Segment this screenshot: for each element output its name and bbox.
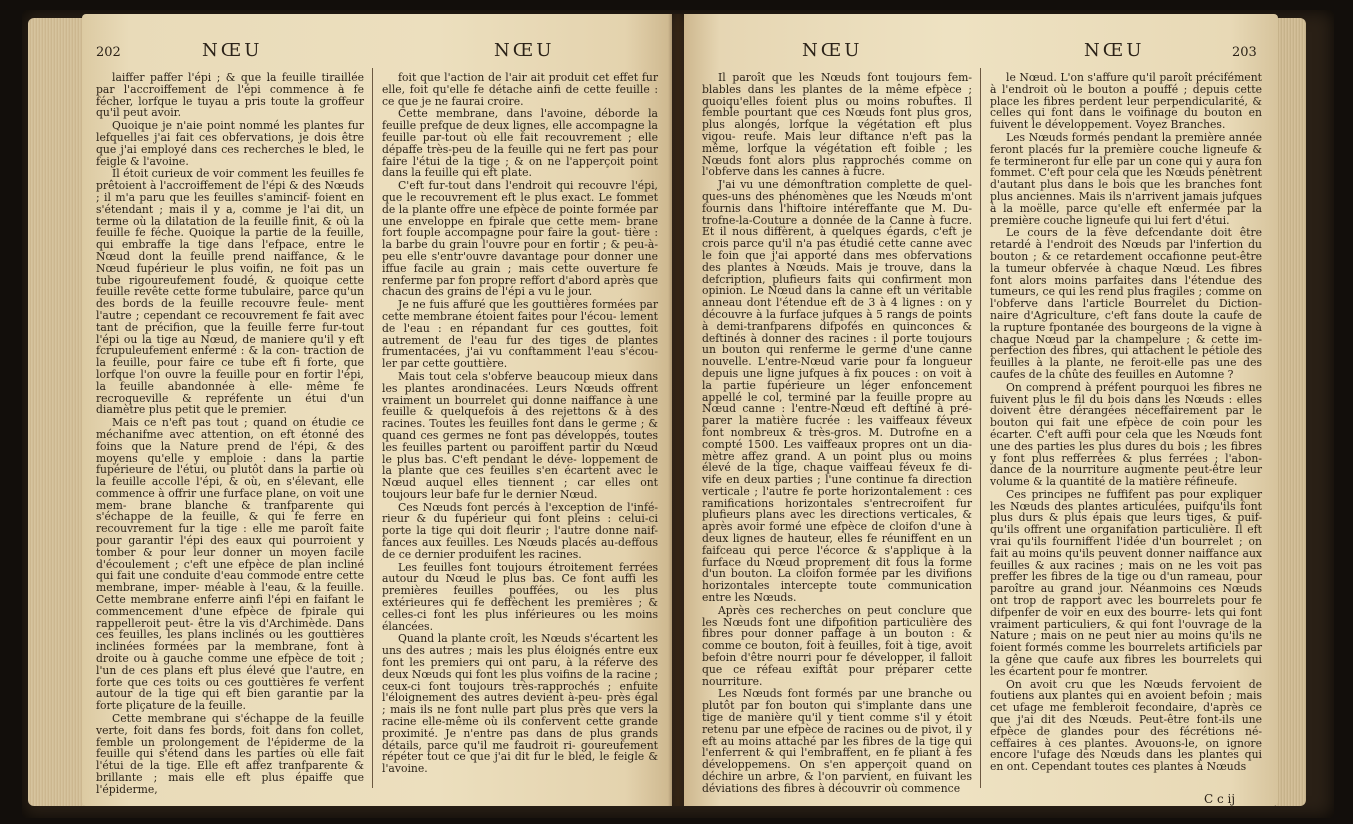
running-head-right-col2: NŒU [1084, 40, 1145, 61]
paragraph: On comprend à préfent pourquoi les fibres ne fuivent plus le fil du bois dans les Nœuds : elles doivent être dérangées néceffairement par le bouton qui fait une efpèce de coin pour les écarter. C'eft auffi pour cela que les Nœuds font une des parties les plus dures du bois ; les fibres y font plus refferrées & plus ferrées ; l'abon- dance de la nourriture augmente peut-être leur volume & la quantité de la matière réfineufe. [990, 380, 1262, 489]
column-rule-right [980, 68, 981, 788]
paragraph: Je ne fuis affuré que les gouttières formées par cette membrane étoient faites pour l'écou- lement de l'eau : en répandant fur ces gouttes, foit autrement de l'eau fur des tiges de plantes frumentacées, j'ai vu conftamment l'eau s'écou- ler par cette gouttière. [382, 298, 658, 371]
paragraph: Il paroît que les Nœuds font toujours fem- blables dans les plantes de la même efpèce ; quoiqu'elles foient plus ou moins robuftes. Il femble pourtant que ces Nœuds font plus gros, plus alongés, lorfque la végétation eft plus vigou- reufe. Mais leur diftance n'eft pas la même, lorfque la végétation eft foible ; les Nœuds font alors plus rapprochés comme on l'obferve dans les cannes à fucre. [702, 71, 972, 179]
page-number-left: 202 [96, 45, 121, 60]
paragraph: Ces Nœuds font percés à l'exception de l'infé- rieur & du fupérieur qui font pleins : celui-ci porte la tige qui doit fleurir ; l'autre donne naif- fances aux feuilles. Les Nœuds placés au-deffous de ce dernier produifent les racines. [382, 500, 658, 561]
paragraph: le Nœud. L'on s'affure qu'il paroît précifément à l'endroit où le bouton a pouffé ; depuis cette place les fibres perdent leur perpendicularité, & celles qui font dans le voifinage du bouton en fuivent le développement. Voyez Branches. [990, 71, 1262, 132]
page-edges-left [28, 18, 86, 806]
running-head-left-col1: NŒU [202, 40, 263, 61]
paragraph: Quand la plante croît, les Nœuds s'écartent les uns des autres ; mais les plus éloignés entre eux font les premiers qui ont paru, à la réferve des deux Nœuds qui font les plus voifins de la racine ; ceux-ci font toujours très-rapprochés ; enfuite l'éloignement des autres devient à-peu- près égal ; mais ils ne font nulle part plus près que vers la racine elle-même où ils confervent cette grande proximité. Je n'entre pas dans de plus grands détails, parce qu'il me faudroit ri- goureufement répéter tout ce que j'ai dit fur le bled, le feigle & l'avoine. [382, 632, 658, 776]
paragraph: foit que l'action de l'air ait produit cet effet fur elle, foit qu'elle fe détache ainfi de cette feuille : ce que je ne faurai croire. [382, 71, 658, 108]
paragraph: On avoit cru que les Nœuds fervoient de foutiens aux plantes qui en avoient befoin ; mais cet ufage me fembleroit fecondaire, d'après ce que j'ai dit des Nœuds. Peut-être font-ils une efpèce de glandes pour des fécrétions né- ceffaires à ces plantes. Avouons-le, on ignore encore l'ufage des Nœuds dans les plantes qui en ont. Cependant toutes ces plantes à Nœuds [990, 677, 1262, 774]
text-column-left-2 [382, 72, 658, 784]
running-head-right-col1: NŒU [802, 40, 863, 61]
text-column-left-1 [96, 71, 364, 796]
paragraph: laiffer paffer l'épi ; & que la feuille tiraillée par l'accroiffement de l'épi commence à fe fécher, lorfque le tuyau a pris toute la groffeur qu'il peut avoir. [96, 71, 364, 120]
paragraph: Les Nœuds font formés par une branche ou plutôt par fon bouton qui s'implante dans une tige de manière qu'il y tient comme s'il y étoit retenu par une efpèce de racines ou de pivot, il y eft au moins attaché par les fibres de la tige qui l'enferrent & qui l'embraffent, en fe pliant à fes développemens. On s'en apperçoit quand on déchire un arbre, & l'on parvient, en fuivant les déviations des fibres à découvrir où commence [702, 687, 972, 795]
paragraph: Mais ce n'eft pas tout ; quand on étudie ce méchanifme avec attention, on eft étonné des foins que la Nature prend de l'épi, & des moyens qu'elle y emploie : dans la partie fupérieure de l'étui, ou plutôt dans la partie où la feuille accolle l'épi, & où, en s'élevant, elle commence à offrir une furface plane, on voit une mem- brane blanche & tranfparente qui s'échappe de la feuille, & qui fe ferre en recouvrement fur la tige : elle me paroît faite pour garantir l'épi des eaux qui pourroient y tomber & pour leur donner un moyen facile d'écoulement ; c'eft une efpèce de plan incliné qui fait une conduite d'eau commode entre cette membrane, imper- méable à l'eau, & la feuille. Cette membrane enferre ainfi l'épi en faifant le commencement d'une efpèce de fpirale qui rappelleroit peut- être la vis d'Archimède. Dans ces feuilles, les plans inclinés ou les gouttières inclinées formées par la membrane, font à droite ou à gauche comme une efpèce de toit ; l'un de ces plans eft plus élevé que l'autre, en forte que ces toits ou ces gouttières fe verfent autour de la tige qui eft bien garantie par la forte pliçature de la feuille. [96, 416, 364, 713]
paragraph: Ces principes ne fuffifent pas pour expliquer les Nœuds des plantes articulées, puifqu'ils font plus durs & plus épais que leurs tiges, & puif- qu'ils offrent une organifation particulière. Il eft vrai qu'ils fourniffent l'idée d'un bourrelet ; on fait au moins qu'ils peuvent donner naiffance aux feuilles & aux racines ; mais on ne les voit pas preffer les fibres de la tige ou d'un rameau, pour paroître au grand jour. Néanmoins ces Nœuds ont trop de rapport avec les bourrelets pour fe difpenfer de voir en eux des bourre- lets qui font vraiment particuliers, & qui font l'ouvrage de la Nature ; mais on ne peut nier au moins qu'ils ne foient formés comme les bourrelets artificiels par la gêne que caufe aux fibres les bourrelets qui les écartent pour fe montrer. [990, 487, 1262, 678]
paragraph: Le cours de la fève defcendante doit être retardé à l'endroit des Nœuds par l'infertion du bouton ; & ce retardement occafionne peut-être la tumeur obfervée à chaque Nœud. Les fibres font alors moins parfaites dans l'étendue des tumeurs, ce qui les rend plus fragiles ; comme on l'obferve dans l'article Bourrelet du Diction- naire d'Agriculture, c'eft fans doute la caufe de la rupture fpontanée des bourgeons de la vigne à chaque Nœud par la champelure ; & cette im- perfection des fibres, qui attachent le pétiole des feuilles à la plante, ne feroit-elle pas une des caufes de la chûte des feuilles en Automne ? [990, 226, 1262, 381]
running-head-left-col2: NŒU [494, 40, 555, 61]
paragraph: C'eft fur-tout dans l'endroit qui recouvre l'épi, que le recouvrement eft le plus exact. Le fommet de la plante offre une efpèce de pointe formée par une enveloppe en fpirale que cette mem- brane fort fouple accompagne pour faire la gout- tière : la barbe du grain l'ouvre pour en fortir ; & peu-à-peu elle s'entr'ouvre davantage pour donner une iffue facile au grain ; mais cette ouverture fe renferme par fon propre reffort d'abord après que chacun des grains de l'épi a vu le jour. [382, 179, 658, 299]
paragraph: Les feuilles font toujours étroitement ferrées autour du Nœud le plus bas. Ce font auffi les premières feuilles pouffées, ou les plus extérieures qui fe deffèchent les premières ; & celles-ci font les plus inférieures ou les moins élancées. [382, 560, 658, 633]
paragraph: Cette membrane qui s'échappe de la feuille verte, foit dans fes bords, foit dans fon collet, femble un prolongement de l'épiderme de la feuille qui s'étend dans les parties où elle fait l'étui de la tige. Elle eft affez tranfparente & brillante ; mais elle eft plus épaiffe que l'épiderme, [96, 712, 364, 796]
paragraph: Après ces recherches on peut conclure que les Nœuds font une difpofition particulière des fibres pour donner paffage à un bouton : & comme ce bouton, foit à feuilles, foit à tige, avoit befoin d'être nourri pour fe développer, il falloit que ce réfeau exiftât pour préparer cette nourriture. [702, 603, 972, 688]
paragraph: Il étoit curieux de voir comment les feuilles fe prêtoient à l'accroiffement de l'épi & des Nœuds ; il m'a paru que les feuilles s'amincif- foient en s'étendant ; mais il y a, comme je l'ai dit, un terme où la dilatation de la feuille finit, & où la feuille fe féche. Quoique la partie de la feuille, qui embraffe la tige dans l'efpace, entre le Nœud dont la feuille prend naiffance, & le Nœud fupérieur le plus voifin, ne foit pas un tube rigoureufement foudé, & quoique cette feuille revête cette forme tubulaire, parce qu'un des bords de la feuille recouvre feule- ment l'autre ; cependant ce recouvrement fe fait avec tant de précifion, que la feuille ferre fur-tout l'épi ou la tige au Nœud, de maniere qu'il y eft fcrupuleufement enfermé : & la con- traction de la feuille, pour faire ce tube eft fi forte, que lorfque l'on ouvre la feuille pour en fortir l'épi, la feuille abandonnée à elle- même fe recroqueville & repréfente un étui d'un diamètre plus petit que le premier. [96, 167, 364, 417]
paragraph: Les Nœuds formés pendant la première année feront placés fur la première couche ligneufe & fe termineront fur elle par un cone qui y aura fon fommet. C'eft pour cela que les Nœuds pénètrent d'autant plus dans le bois que les branches font plus anciennes. Mais ils n'arrivent jamais jufques à la moëlle, parce qu'elle eft enfermée par la première couche ligneufe qui lui fert d'étui. [990, 130, 1262, 227]
paragraph: Cette membrane, dans l'avoine, déborde la feuille prefque de deux lignes, elle accompagne la feuille par-tout où elle fait recouvrement ; elle dépaffe très-peu de la feuille qui ne fert pas pour faire l'étui de la tige ; & on ne l'apperçoit point dans la feuille qui eft plate. [382, 107, 658, 180]
paragraph: Quoique je n'aie point nommé les plantes fur lefquelles j'ai fait ces obfervations, je dois être que j'ai employé dans ces recherches le bled, le feigle & l'avoine. [96, 119, 364, 168]
paragraph: Mais tout cela s'obferve beaucoup mieux dans les plantes arondinacées. Leurs Nœuds offrent vraiment un bourrelet qui donne naiffance à une feuille & quelquefois à des rejettons & à des racines. Toutes les feuilles font dans le germe ; & quand ces germes ne font pas développés, toutes les feuilles partent ou paroiffent partir du Nœud le plus bas. C'eft pendant le déve- loppement de la plante que ces feuilles s'en écartent avec le Nœud auquel elles tiennent ; car elles ont toujours leur bafe fur le dernier Nœud. [382, 369, 658, 501]
right-page [684, 14, 1278, 806]
signature-mark: C c ij [1204, 792, 1236, 806]
paragraph: J'ai vu une démonftration complette de quel- ques-uns des phénomènes que les Nœuds m'ont fournis dans l'hiftoire intéreffante que M. Du- trofne-la-Couture a donnée de la Canne à fucre. Et il nous diffèrent, à quelques égards, c'eft je crois parce qu'il n'a pas étudié cette canne avec le foin que j'ai apporté dans mes obfervations des plantes à Nœuds. Mais je trouve, dans la defcription, plufieurs faits qui confirment mon opinion. Le Nœud dans la canne eft un véritable anneau dont l'étendue eft de 3 à 4 lignes : on y découvre à la furface jufques à 5 rangs de points à demi-tranfparens difpofés en quinconces & deftinés à donner des racines : il porte toujours un bouton qui renferme le germe d'une canne nouvelle. L'entre-Nœud varie pour fa longueur depuis une ligne jufques à fix pouces : on voit à la partie fupérieure un léger enfoncement appellé le col, terminé par la feuille propre au Nœud canne : l'entre-Nœud eft deftiné à pré- parer la matière fucrée : les vaiffeaux féveux font nombreux & très-gros. M. Dutrofne en a compté 1500. Les vaiffeaux propres ont un dia- mètre affez grand. A un point plus ou moins élevé de la tige, chaque vaiffeau féveux fe di- vife en deux parties ; l'une continue fa direction verticale ; l'autre fe porte horizontalement : ces ramifications horizontales s'entrecroifent fur plufieurs plans avec les directions verticales, & après avoir formé une efpèce de cloifon d'une à deux lignes de hauteur, elles fe réuniffent en un faifceau qui perce l'écorce & s'applique à la furface du Nœud proprement dit fous la forme d'un bouton. La cloifon formée par les divifions horizontales intercepte toute communication entre les Nœuds. [702, 178, 972, 605]
column-rule-left [372, 68, 373, 788]
left-page [82, 14, 672, 806]
text-column-right-1 [702, 71, 972, 795]
page-number-right: 203 [1232, 45, 1257, 60]
page-edges-right [1276, 18, 1306, 806]
text-column-right-2 [990, 72, 1262, 784]
